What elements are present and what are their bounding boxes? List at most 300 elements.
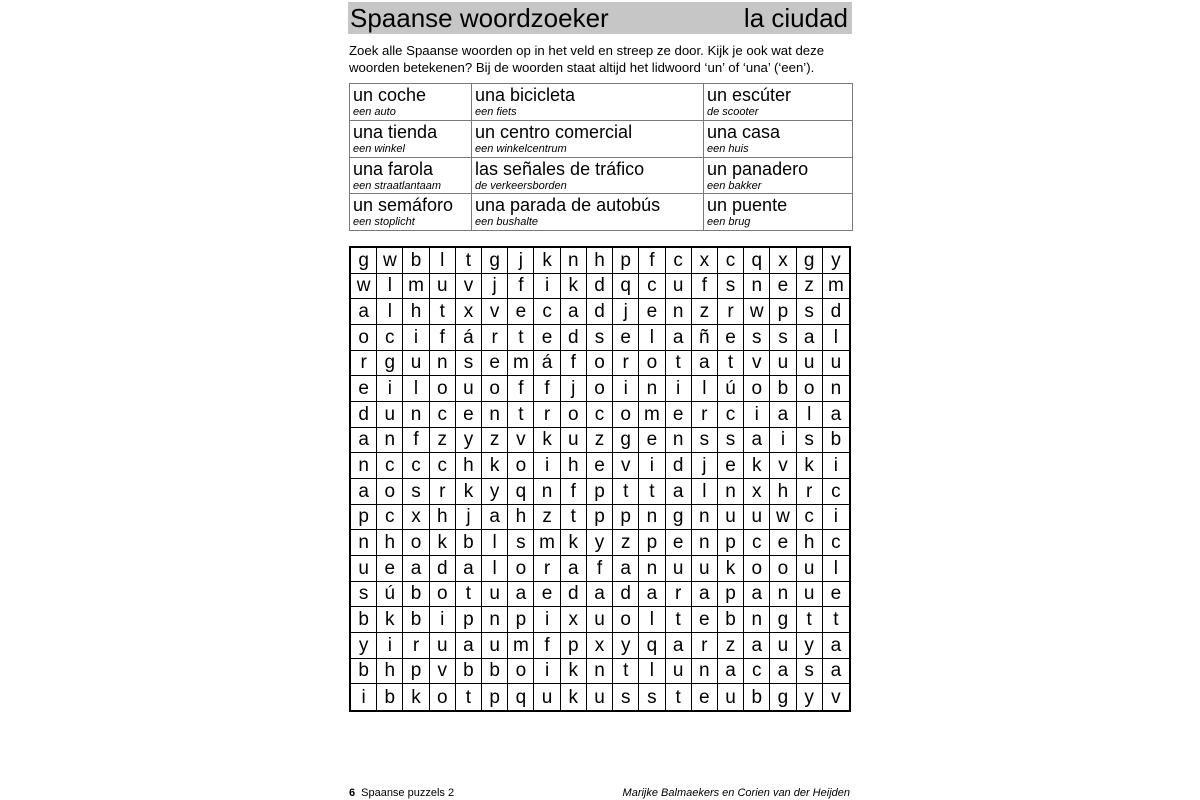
grid-letter[interactable]: u (534, 684, 560, 710)
grid-letter[interactable]: p (587, 479, 613, 505)
grid-letter[interactable]: n (482, 402, 508, 428)
grid-letter[interactable]: r (797, 479, 823, 505)
grid-letter[interactable]: c (430, 402, 456, 428)
grid-letter[interactable]: z (718, 633, 744, 659)
grid-letter[interactable]: o (744, 556, 770, 582)
grid-letter[interactable]: i (639, 453, 665, 479)
grid-letter[interactable]: m (823, 274, 849, 300)
grid-letter[interactable]: c (430, 453, 456, 479)
grid-letter[interactable]: s (797, 299, 823, 325)
grid-letter[interactable]: h (456, 453, 482, 479)
grid-letter[interactable]: x (587, 633, 613, 659)
grid-letter[interactable]: q (508, 479, 534, 505)
grid-letter[interactable]: p (718, 582, 744, 608)
grid-letter[interactable]: b (456, 530, 482, 556)
grid-letter[interactable]: q (508, 684, 534, 710)
grid-letter[interactable]: o (351, 325, 377, 351)
grid-letter[interactable]: k (561, 659, 587, 685)
grid-letter[interactable]: f (561, 479, 587, 505)
grid-letter[interactable]: i (534, 659, 560, 685)
grid-letter[interactable]: e (482, 351, 508, 377)
grid-letter[interactable]: t (639, 479, 665, 505)
grid-letter[interactable]: e (377, 556, 403, 582)
grid-letter[interactable]: e (456, 402, 482, 428)
grid-letter[interactable]: b (403, 248, 429, 274)
grid-letter[interactable]: p (403, 659, 429, 685)
grid-letter[interactable]: u (666, 659, 692, 685)
grid-letter[interactable]: l (639, 659, 665, 685)
grid-letter[interactable]: s (508, 530, 534, 556)
grid-letter[interactable]: t (508, 325, 534, 351)
grid-letter[interactable]: f (692, 274, 718, 300)
grid-letter[interactable]: c (823, 479, 849, 505)
grid-letter[interactable]: o (508, 556, 534, 582)
grid-letter[interactable]: s (351, 582, 377, 608)
grid-letter[interactable]: l (823, 556, 849, 582)
grid-letter[interactable]: u (770, 633, 796, 659)
grid-letter[interactable]: h (430, 505, 456, 531)
grid-letter[interactable]: l (639, 607, 665, 633)
grid-letter[interactable]: o (587, 376, 613, 402)
grid-letter[interactable]: t (666, 607, 692, 633)
grid-letter[interactable]: p (482, 684, 508, 710)
grid-letter[interactable]: e (534, 325, 560, 351)
grid-letter[interactable]: s (613, 684, 639, 710)
grid-letter[interactable]: u (718, 684, 744, 710)
grid-letter[interactable]: e (823, 582, 849, 608)
grid-letter[interactable]: m (639, 402, 665, 428)
grid-letter[interactable]: y (613, 633, 639, 659)
grid-letter[interactable]: p (587, 505, 613, 531)
grid-letter[interactable]: z (797, 274, 823, 300)
grid-letter[interactable]: u (797, 582, 823, 608)
grid-letter[interactable]: y (797, 633, 823, 659)
grid-letter[interactable]: k (456, 479, 482, 505)
grid-letter[interactable]: l (403, 376, 429, 402)
grid-letter[interactable]: t (456, 684, 482, 710)
grid-letter[interactable]: h (377, 659, 403, 685)
grid-letter[interactable]: e (666, 530, 692, 556)
grid-letter[interactable]: i (430, 607, 456, 633)
grid-letter[interactable]: i (403, 325, 429, 351)
grid-letter[interactable]: a (403, 556, 429, 582)
grid-letter[interactable]: a (482, 505, 508, 531)
grid-letter[interactable]: b (744, 684, 770, 710)
grid-letter[interactable]: a (456, 556, 482, 582)
grid-letter[interactable]: a (561, 299, 587, 325)
grid-letter[interactable]: i (351, 684, 377, 710)
grid-letter[interactable]: c (823, 530, 849, 556)
grid-letter[interactable]: f (508, 274, 534, 300)
grid-letter[interactable]: p (561, 633, 587, 659)
grid-letter[interactable]: o (613, 607, 639, 633)
grid-letter[interactable]: x (692, 248, 718, 274)
grid-letter[interactable]: o (508, 659, 534, 685)
grid-letter[interactable]: e (692, 684, 718, 710)
grid-letter[interactable]: u (587, 684, 613, 710)
grid-letter[interactable]: á (534, 351, 560, 377)
grid-letter[interactable]: a (561, 556, 587, 582)
grid-letter[interactable]: t (613, 479, 639, 505)
grid-letter[interactable]: a (770, 402, 796, 428)
grid-letter[interactable]: r (718, 299, 744, 325)
grid-letter[interactable]: z (430, 428, 456, 454)
grid-letter[interactable]: h (508, 505, 534, 531)
grid-letter[interactable]: o (403, 530, 429, 556)
grid-letter[interactable]: s (770, 325, 796, 351)
grid-letter[interactable]: n (561, 248, 587, 274)
grid-letter[interactable]: s (718, 428, 744, 454)
grid-letter[interactable]: u (718, 505, 744, 531)
grid-letter[interactable]: o (613, 402, 639, 428)
grid-letter[interactable]: l (430, 248, 456, 274)
grid-letter[interactable]: t (666, 684, 692, 710)
grid-letter[interactable]: o (377, 479, 403, 505)
grid-letter[interactable]: v (456, 274, 482, 300)
grid-letter[interactable]: a (351, 479, 377, 505)
grid-letter[interactable]: l (482, 530, 508, 556)
grid-letter[interactable]: s (403, 479, 429, 505)
grid-letter[interactable]: g (770, 684, 796, 710)
grid-letter[interactable]: z (692, 299, 718, 325)
grid-letter[interactable]: b (456, 659, 482, 685)
grid-letter[interactable]: n (587, 659, 613, 685)
grid-letter[interactable]: v (831, 686, 841, 708)
grid-letter[interactable]: k (377, 607, 403, 633)
grid-letter[interactable]: o (430, 582, 456, 608)
grid-letter[interactable]: e (639, 428, 665, 454)
grid-letter[interactable]: o (482, 376, 508, 402)
grid-letter[interactable]: l (692, 376, 718, 402)
grid-letter[interactable]: d (587, 299, 613, 325)
grid-letter[interactable]: f (561, 351, 587, 377)
grid-letter[interactable]: t (561, 505, 587, 531)
grid-letter[interactable]: c (377, 453, 403, 479)
grid-letter[interactable]: k (482, 453, 508, 479)
grid-letter[interactable]: c (718, 248, 744, 274)
grid-letter[interactable]: u (456, 376, 482, 402)
grid-letter[interactable]: a (823, 633, 849, 659)
grid-letter[interactable]: w (377, 248, 403, 274)
grid-letter[interactable]: m (403, 274, 429, 300)
grid-letter[interactable]: t (823, 607, 849, 633)
grid-letter[interactable]: a (718, 659, 744, 685)
grid-letter[interactable]: x (561, 607, 587, 633)
grid-letter[interactable]: o (639, 351, 665, 377)
grid-letter[interactable]: w (744, 299, 770, 325)
grid-letter[interactable]: p (639, 530, 665, 556)
grid-letter[interactable]: c (666, 248, 692, 274)
grid-letter[interactable]: y (351, 633, 377, 659)
grid-letter[interactable]: m (508, 633, 534, 659)
grid-letter[interactable]: ú (377, 582, 403, 608)
grid-letter[interactable]: n (351, 453, 377, 479)
grid-letter[interactable]: n (718, 479, 744, 505)
grid-letter[interactable]: f (534, 633, 560, 659)
grid-letter[interactable]: g (770, 607, 796, 633)
grid-letter[interactable]: j (561, 376, 587, 402)
grid-letter[interactable]: h (561, 453, 587, 479)
grid-letter[interactable]: g (377, 351, 403, 377)
grid-letter[interactable]: t (508, 402, 534, 428)
grid-letter[interactable]: a (744, 428, 770, 454)
grid-letter[interactable]: z (587, 428, 613, 454)
grid-letter[interactable]: n (692, 659, 718, 685)
grid-letter[interactable]: a (639, 582, 665, 608)
grid-letter[interactable]: a (666, 633, 692, 659)
grid-letter[interactable]: a (666, 479, 692, 505)
grid-letter[interactable]: s (692, 428, 718, 454)
grid-letter[interactable]: p (456, 607, 482, 633)
grid-letter[interactable]: y (456, 428, 482, 454)
grid-letter[interactable]: o (770, 556, 796, 582)
grid-letter[interactable]: x (770, 248, 796, 274)
grid-letter[interactable]: e (534, 582, 560, 608)
grid-letter[interactable]: s (639, 684, 665, 710)
grid-letter[interactable]: s (797, 428, 823, 454)
grid-letter[interactable]: g (613, 428, 639, 454)
grid-letter[interactable]: v (482, 299, 508, 325)
grid-letter[interactable]: p (508, 607, 534, 633)
grid-letter[interactable]: f (534, 376, 560, 402)
grid-letter[interactable]: f (403, 428, 429, 454)
grid-letter[interactable]: i (534, 607, 560, 633)
grid-letter[interactable]: d (561, 325, 587, 351)
grid-letter[interactable]: g (666, 505, 692, 531)
grid-letter[interactable]: u (430, 274, 456, 300)
grid-letter[interactable]: u (587, 607, 613, 633)
grid-letter[interactable]: g (797, 248, 823, 274)
grid-letter[interactable]: m (508, 351, 534, 377)
grid-letter[interactable]: e (613, 325, 639, 351)
grid-letter[interactable]: u (482, 633, 508, 659)
grid-letter[interactable]: t (718, 351, 744, 377)
grid-letter[interactable]: n (692, 505, 718, 531)
grid-letter[interactable]: w (770, 505, 796, 531)
grid-letter[interactable]: b (482, 659, 508, 685)
grid-letter[interactable]: y (823, 248, 849, 274)
grid-letter[interactable]: d (587, 274, 613, 300)
grid-letter[interactable]: k (797, 453, 823, 479)
grid-letter[interactable]: s (587, 325, 613, 351)
grid-letter[interactable]: t (797, 607, 823, 633)
grid-letter[interactable]: p (613, 248, 639, 274)
grid-letter[interactable]: d (351, 402, 377, 428)
grid-letter[interactable]: d (613, 582, 639, 608)
grid-letter[interactable]: a (692, 351, 718, 377)
grid-letter[interactable]: i (377, 376, 403, 402)
grid-letter[interactable]: r (666, 582, 692, 608)
grid-letter[interactable]: j (456, 505, 482, 531)
grid-letter[interactable]: b (351, 659, 377, 685)
grid-letter[interactable]: á (456, 325, 482, 351)
grid-letter[interactable]: r (351, 351, 377, 377)
grid-letter[interactable]: k (561, 274, 587, 300)
grid-letter[interactable]: u (744, 505, 770, 531)
grid-letter[interactable]: b (718, 607, 744, 633)
grid-letter[interactable]: o (744, 376, 770, 402)
grid-letter[interactable]: s (744, 325, 770, 351)
grid-letter[interactable]: y (482, 479, 508, 505)
grid-letter[interactable]: a (508, 582, 534, 608)
grid-letter[interactable]: e (718, 453, 744, 479)
grid-letter[interactable]: k (534, 428, 560, 454)
grid-letter[interactable]: k (744, 453, 770, 479)
grid-letter[interactable]: t (666, 351, 692, 377)
grid-letter[interactable]: l (482, 556, 508, 582)
grid-letter[interactable]: f (587, 556, 613, 582)
grid-letter[interactable]: y (797, 684, 823, 710)
grid-letter[interactable]: t (613, 659, 639, 685)
grid-letter[interactable]: u (430, 633, 456, 659)
grid-letter[interactable]: b (403, 607, 429, 633)
grid-letter[interactable]: f (430, 325, 456, 351)
grid-letter[interactable]: ú (718, 376, 744, 402)
grid-letter[interactable]: i (744, 402, 770, 428)
grid-letter[interactable]: n (534, 479, 560, 505)
grid-letter[interactable]: p (351, 505, 377, 531)
grid-letter[interactable]: u (823, 351, 849, 377)
grid-letter[interactable]: u (351, 556, 377, 582)
grid-letter[interactable]: t (456, 582, 482, 608)
grid-letter[interactable]: r (482, 325, 508, 351)
grid-letter[interactable]: a (666, 325, 692, 351)
grid-letter[interactable]: n (403, 402, 429, 428)
grid-letter[interactable]: b (403, 582, 429, 608)
grid-letter[interactable]: r (534, 402, 560, 428)
grid-letter[interactable]: i (823, 453, 849, 479)
grid-letter[interactable]: n (482, 607, 508, 633)
grid-letter[interactable]: x (403, 505, 429, 531)
grid-letter[interactable]: i (534, 274, 560, 300)
grid-letter[interactable]: j (508, 248, 534, 274)
grid-letter[interactable]: c (587, 402, 613, 428)
grid-letter[interactable]: j (692, 453, 718, 479)
grid-letter[interactable]: i (377, 633, 403, 659)
grid-letter[interactable]: z (482, 428, 508, 454)
grid-letter[interactable]: n (639, 376, 665, 402)
grid-letter[interactable]: u (797, 556, 823, 582)
grid-letter[interactable]: s (456, 351, 482, 377)
grid-letter[interactable]: c (377, 325, 403, 351)
grid-letter[interactable]: v (613, 453, 639, 479)
grid-letter[interactable]: b (823, 428, 849, 454)
grid-letter[interactable]: o (797, 376, 823, 402)
grid-letter[interactable]: u (403, 351, 429, 377)
grid-letter[interactable]: l (692, 479, 718, 505)
grid-letter[interactable]: b (351, 607, 377, 633)
grid-letter[interactable]: l (377, 274, 403, 300)
grid-letter[interactable]: s (797, 659, 823, 685)
grid-letter[interactable]: t (430, 299, 456, 325)
grid-letter[interactable]: n (744, 607, 770, 633)
grid-letter[interactable]: e (666, 402, 692, 428)
grid-letter[interactable]: a (613, 556, 639, 582)
grid-letter[interactable]: s (718, 274, 744, 300)
grid-letter[interactable]: l (797, 402, 823, 428)
grid-letter[interactable]: a (587, 582, 613, 608)
grid-letter[interactable]: f (639, 248, 665, 274)
grid-letter[interactable]: d (666, 453, 692, 479)
grid-letter[interactable]: l (377, 299, 403, 325)
grid-letter[interactable]: a (744, 633, 770, 659)
grid-letter[interactable]: c (718, 402, 744, 428)
grid-letter[interactable]: d (430, 556, 456, 582)
grid-letter[interactable]: k (430, 530, 456, 556)
grid-letter[interactable]: j (613, 299, 639, 325)
grid-letter[interactable]: a (823, 402, 849, 428)
grid-letter[interactable]: e (770, 274, 796, 300)
grid-letter[interactable]: p (770, 299, 796, 325)
grid-letter[interactable]: a (692, 582, 718, 608)
grid-letter[interactable]: i (613, 376, 639, 402)
grid-letter[interactable]: q (613, 274, 639, 300)
grid-letter[interactable]: o (430, 684, 456, 710)
grid-letter[interactable]: k (561, 684, 587, 710)
grid-letter[interactable]: r (534, 556, 560, 582)
grid-letter[interactable]: w (351, 274, 377, 300)
grid-letter[interactable]: z (534, 505, 560, 531)
grid-letter[interactable]: l (823, 325, 849, 351)
grid-letter[interactable]: j (482, 274, 508, 300)
grid-letter[interactable]: h (770, 479, 796, 505)
grid-letter[interactable]: v (508, 428, 534, 454)
grid-letter[interactable]: r (692, 633, 718, 659)
grid-letter[interactable]: n (639, 505, 665, 531)
grid-letter[interactable]: c (377, 505, 403, 531)
grid-letter[interactable]: f (508, 376, 534, 402)
grid-letter[interactable]: n (666, 299, 692, 325)
grid-letter[interactable]: e (587, 453, 613, 479)
grid-letter[interactable]: q (744, 248, 770, 274)
grid-letter[interactable]: k (718, 556, 744, 582)
grid-letter[interactable]: c (534, 299, 560, 325)
grid-letter[interactable]: h (377, 530, 403, 556)
grid-letter[interactable]: x (744, 479, 770, 505)
grid-letter[interactable]: g (482, 248, 508, 274)
grid-letter[interactable]: n (430, 351, 456, 377)
grid-letter[interactable]: u (666, 556, 692, 582)
grid-letter[interactable]: d (823, 299, 849, 325)
grid-letter[interactable]: r (430, 479, 456, 505)
grid-letter[interactable]: r (403, 633, 429, 659)
grid-letter[interactable]: i (534, 453, 560, 479)
grid-letter[interactable]: c (797, 505, 823, 531)
grid-letter[interactable]: e (639, 299, 665, 325)
grid-letter[interactable]: v (770, 453, 796, 479)
grid-letter[interactable]: z (613, 530, 639, 556)
grid-letter[interactable]: u (377, 402, 403, 428)
grid-letter[interactable]: a (351, 299, 377, 325)
grid-letter[interactable]: n (823, 376, 849, 402)
grid-letter[interactable]: q (639, 633, 665, 659)
grid-letter[interactable]: t (456, 248, 482, 274)
grid-letter[interactable]: o (561, 402, 587, 428)
grid-letter[interactable]: b (377, 684, 403, 710)
grid-letter[interactable]: a (823, 659, 849, 685)
grid-letter[interactable]: g (351, 248, 377, 274)
grid-letter[interactable]: e (718, 325, 744, 351)
grid-letter[interactable]: a (797, 325, 823, 351)
grid-letter[interactable]: n (639, 556, 665, 582)
grid-letter[interactable]: o (508, 453, 534, 479)
grid-letter[interactable]: n (744, 274, 770, 300)
grid-letter[interactable]: i (823, 505, 849, 531)
grid-letter[interactable]: k (534, 248, 560, 274)
grid-letter[interactable]: n (351, 530, 377, 556)
grid-letter[interactable]: e (692, 607, 718, 633)
grid-letter[interactable]: m (534, 530, 560, 556)
